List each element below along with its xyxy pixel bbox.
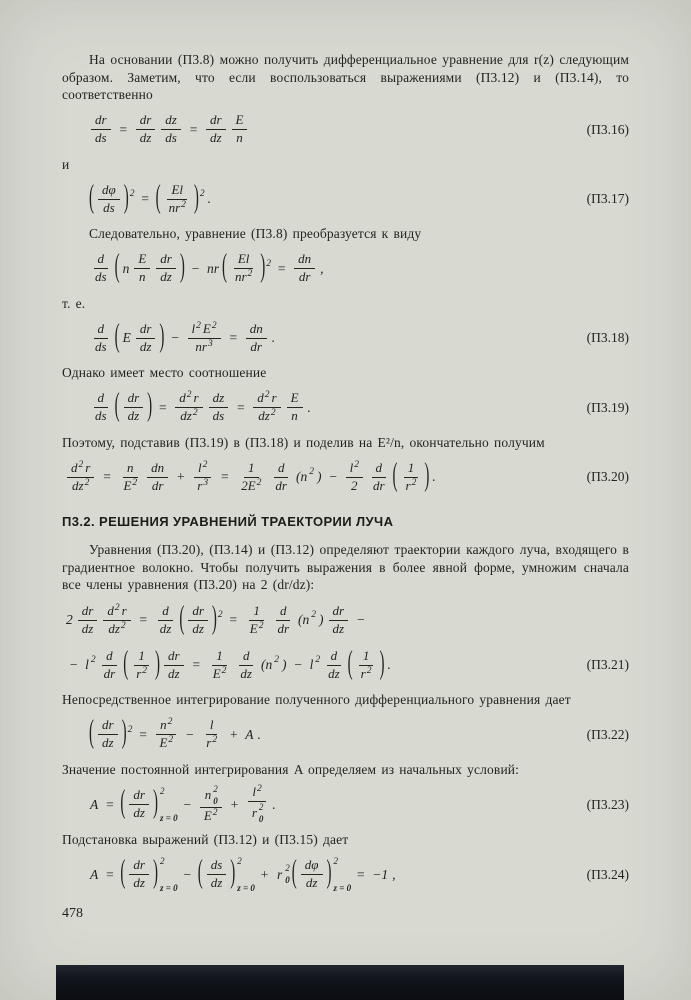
equation-math: A = ( dr dz ) 2 z = 0 − n 2 0 E 2 + l 2 r 2 0 .	[90, 784, 276, 825]
equation-math: $\frac{dr}{ds}$ = $\frac{dr}{dz}$ $\frac{dz}{ds}$ = $\frac{dr}{dz}$ E n	[88, 113, 250, 146]
equation-p3-21-line1	[62, 601, 629, 639]
equation-label: (П3.23)	[586, 796, 629, 812]
paragraph-consequently: Следовательно, уравнение (П3.8) преобразуется к виду	[89, 226, 422, 242]
equation-label: (П3.21)	[586, 657, 629, 673]
equation-label: (П3.17)	[586, 191, 629, 207]
equation-label: (П3.20)	[586, 469, 629, 485]
equation-p3-21-line2	[62, 646, 629, 684]
equation-math: d ds ( E dr dz ) − l 2 E 2 nr 3 = $\frac{dn}{dr}$ .	[95, 320, 276, 355]
paragraph-that-is: т. е.	[62, 295, 86, 311]
equation-math: A = ( dr dz ) 2 z = 0 − ( ds dz ) 2 z = 0 + r 2 0 ( dφ dz ) 2 z = 0 = −1 ,	[90, 855, 396, 893]
equation-math: d ds ( dr dz ) = d 2 r dz 2 $\frac{dz}{ds}$ = d 2 r dz 2 E n .	[95, 389, 311, 424]
equation-label: (П3.16)	[586, 121, 629, 137]
equation-p3-16	[62, 111, 629, 149]
equation-unlabeled	[62, 250, 629, 288]
equation-p3-18	[62, 319, 629, 357]
paragraph-however: Однако имеет место соотношение	[62, 365, 267, 381]
page-content	[62, 48, 629, 922]
equation-p3-23	[62, 785, 629, 824]
equation-p3-22	[62, 716, 629, 754]
section-heading: П3.2. РЕШЕНИЯ УРАВНЕНИЙ ТРАЕКТОРИИ ЛУЧА	[62, 514, 394, 530]
equation-math: 2 dr dz d 2 r dz 2 = $\frac{d}{dz}$ ( dr dz ) 2 = 1 E 2 d dr (n 2 ) dr dz −	[66, 601, 366, 637]
equation-math: ( dr dz ) 2 = n 2 E 2 − l r 2 + A .	[89, 716, 261, 751]
equation-label: (П3.22)	[586, 726, 629, 742]
equation-math: − l 2 d dr ( 1 r 2 ) $\frac{dr}{dz}$ = 1 E 2 d dz (n 2 ) − l 2 d dz ( 1 r 2 ) .	[69, 646, 391, 682]
equation-p3-24	[62, 856, 629, 894]
paragraph-and: и	[62, 156, 70, 172]
equation-math: d 2 r dz 2 = n E 2 dn dr + l 2 r 3 = 1 2E 2 d dr (n 2 ) − l 2 2 d dr ( 1 r 2 ) .	[64, 461, 438, 494]
paragraph-trajectories: Уравнения (П3.20), (П3.14) и (П3.12) определяют траектории каждого луча, входящего в градиентное волокно. Чтобы получить выражения в более явной форме, умножим сначала все члены уравнения (П3.20) на 2 (dr/dz):	[62, 542, 629, 593]
equation-p3-17	[62, 180, 629, 218]
page-number: 478	[62, 905, 83, 921]
equation-math: d ds ( n E n dr dz ) − nr ( El nr 2 ) 2 = $\frac{dn}{dr}$ ,	[95, 250, 324, 285]
scan-dark-edge	[56, 965, 624, 1000]
paragraph-intro: На основании (П3.8) можно получить дифференциальное уравнение для r(z) следующим образом. Заметим, что если воспользоваться выражениями (П3.12) и (П3.14), то соответственно	[62, 52, 629, 103]
equation-math: ( dφ ds ) 2 = ( El nr 2 ) 2 .	[89, 180, 212, 216]
equation-p3-19	[62, 389, 629, 427]
equation-label: (П3.18)	[586, 330, 629, 346]
equation-p3-20	[62, 458, 629, 496]
paragraph-integration: Непосредственное интегрирование полученного дифференциального уравнения дает	[62, 692, 571, 708]
equation-label: (П3.24)	[586, 866, 629, 882]
paragraph-constant: Значение постоянной интегрирования A определяем из начальных условий:	[62, 761, 520, 777]
paragraph-therefore: Поэтому, подставив (П3.19) в (П3.18) и поделив на E²/n, окончательно получим	[62, 434, 545, 450]
paragraph-substitution: Подстановка выражений (П3.12) и (П3.15) дает	[62, 832, 349, 848]
equation-label: (П3.19)	[586, 399, 629, 415]
